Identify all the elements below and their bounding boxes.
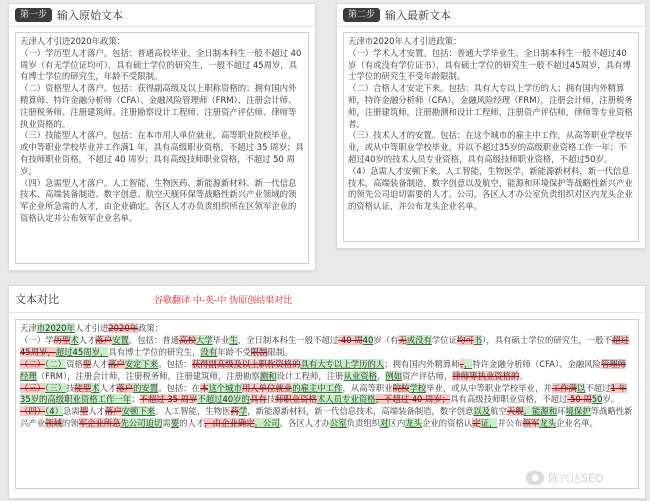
unchanged-text: 企业名单。 [556, 418, 598, 429]
unchanged-text: 人才 [78, 334, 96, 345]
inserted-text: 的安置 [133, 382, 159, 393]
inserted-text: （三） [45, 382, 67, 393]
unchanged-text: 具有博士学位的研究生， [108, 346, 201, 357]
unchanged-text: 不超过 [585, 382, 611, 393]
unchanged-text: 政策： [138, 323, 164, 333]
unchanged-text: 技 [266, 394, 276, 405]
deleted-text: 无 [398, 334, 407, 345]
deleted-text: 落户 [107, 358, 125, 369]
unchanged-text: 负责组织 [346, 418, 381, 429]
deleted-text: 、 [459, 358, 464, 369]
deleted-text: 型 [79, 406, 89, 417]
deleted-text: 工作满 [551, 382, 577, 393]
deleted-text: （四） [20, 406, 46, 417]
new-panel-title: 输入最新文本 [385, 9, 452, 22]
inserted-text: 40 [362, 334, 374, 345]
inserted-text: 经理 [20, 370, 37, 381]
unchanged-text: 人才引进 [74, 323, 109, 333]
inserted-text: 2020年 [45, 323, 75, 333]
original-text-input[interactable] [15, 32, 309, 264]
inserted-text: 书 [473, 334, 483, 345]
compare-result-area[interactable] [15, 319, 639, 489]
inserted-text: 以及 [473, 406, 491, 417]
step-two-badge: 第二步 [343, 8, 380, 22]
inserted-text: 具有大专以上学历的人 [300, 358, 385, 369]
unchanged-text: ， [377, 370, 386, 381]
deleted-text: 天舰 [506, 406, 524, 417]
original-text-panel [8, 3, 316, 271]
unchanged-text: ； [131, 394, 140, 405]
inserted-text: 没有 [200, 346, 218, 357]
inserted-text: 龙头 [539, 418, 556, 429]
deleted-text: 院校 [392, 382, 410, 393]
inserted-text: 要 [170, 418, 180, 429]
new-paragraph: （一）学术人才安置。包括：普通大学毕业生，全日制本科生一般不超过40岁（有或没有学位证书），具有硕士学位的研究生一般不超过45周岁，具有博士学位的研究生不受年龄限制。 [348, 47, 631, 82]
unchanged-text: 资格 [66, 358, 83, 369]
unchanged-text: 资产评估师 [402, 370, 445, 381]
deleted-text: 落户 [116, 382, 134, 393]
new-panel-header [337, 4, 645, 26]
compare-paragraph [20, 383, 634, 407]
deleted-text: 落户 [104, 406, 122, 417]
unchanged-text: （一）学 [20, 334, 54, 345]
inserted-text: 超过45周岁， [55, 346, 109, 357]
deleted-text: 能型 [74, 382, 92, 393]
compare-paragraph [20, 406, 634, 430]
inserted-text: 先公司迫切 [120, 418, 163, 429]
unchanged-text: ，注册勘察 [217, 370, 260, 381]
inserted-text: 35岁的高级职业资格工作一年 [20, 394, 132, 405]
unchanged-text: 。人工智能，生物医 [155, 406, 231, 417]
inserted-text: （4） [45, 406, 64, 417]
unchanged-text: 毕业，或从中等职业学校毕业 [426, 382, 536, 393]
inserted-text: 或没有 [406, 334, 432, 345]
new-paragraph: （三）技术人才的安置。包括：在这个城市的雇主中工作，从高等职业学校毕业，或从中等职业学校毕业，并以不超过35岁的高级职业资格工作一年；不超过40岁的技术人员专业资格，具有高级技师职业资格，不超过50岁。 [348, 130, 633, 164]
unchanged-text: 区内 [388, 418, 406, 429]
watermark-text: 陈兴达SEO [548, 472, 604, 485]
inserted-text: 安定下来 [124, 358, 159, 369]
unchanged-text: 天津 [20, 323, 37, 333]
inserted-text: 公室 [329, 418, 347, 429]
unchanged-text: 急需 [63, 406, 80, 417]
compare-paragraph [20, 359, 634, 383]
unchanged-text: 。 [519, 370, 528, 381]
unchanged-text: ，新能源新材料，新一代信息技术，高端装备制造，数字创意 [247, 406, 474, 417]
inserted-text: 从业资格 [343, 370, 378, 381]
inserted-text: 术人员专业资格 [316, 394, 376, 405]
unchanged-text: ，注册会计师 [67, 370, 118, 381]
unchanged-text: 人才 [99, 382, 117, 393]
inserted-text: （二） [45, 358, 67, 369]
unchanged-text: 年龄不受 [217, 346, 251, 357]
step-one-badge: 第一步 [15, 8, 52, 22]
deleted-text: 用人单位就业 [241, 382, 293, 393]
deleted-text: 均可 [457, 334, 474, 345]
unchanged-text: 。包括： [158, 358, 192, 369]
inserted-text: ， [463, 358, 473, 369]
new-text-input[interactable] [343, 32, 639, 242]
compare-panel-header [9, 286, 645, 313]
unchanged-text: 金融风险 [567, 358, 601, 369]
deleted-text: 历型 [53, 334, 71, 345]
inserted-text: 以 [576, 382, 586, 393]
unchanged-text: 岁（有 [373, 334, 399, 345]
inserted-text: 证， [480, 418, 498, 429]
original-paragraph: （三）技能型人才落户。包括：在本市用人单位就业，高等职业院校毕业，或中等职业学校毕业并工作满1 年，具有高级职业资格，不超过 35 周岁；具有技师职业资格，不超过 40 周岁；具有高级技师职业资格，不超过 50 周岁。 [20, 130, 304, 176]
inserted-text: ，能源和 [523, 406, 558, 417]
inserted-text: 学 [238, 406, 248, 417]
unchanged-text: 人才 [88, 406, 105, 417]
inserted-text: 不超过40岁的 [197, 394, 250, 405]
deleted-text: 领军 [522, 418, 540, 429]
unchanged-text: ），具有硕士学位的研究生，一般不 [482, 334, 612, 345]
deleted-text: 管理师 [600, 358, 627, 369]
unchanged-text: 企业的资格认 [422, 418, 473, 429]
deleted-text: 药 [230, 406, 239, 417]
unchanged-text: 并公布 [497, 418, 523, 429]
deleted-text: 1 年 [610, 382, 627, 393]
inserted-text: 50 [591, 394, 603, 405]
inserted-text: 市 [36, 323, 46, 333]
wechat-icon: ● [526, 471, 544, 485]
unchanged-text: 的人才 [179, 418, 205, 429]
unchanged-text: 人才 [91, 358, 108, 369]
unchanged-text: （FRM） [36, 370, 68, 381]
compare-paragraph [20, 323, 634, 335]
inserted-text: 境保护 [565, 406, 591, 417]
deleted-text: 不超过 35 周岁 [139, 394, 198, 405]
inserted-text: 例如 [385, 370, 403, 381]
inserted-text: 龙头 [405, 418, 422, 429]
unchanged-text: 毕业 [212, 334, 230, 345]
compare-panel-title: 文本对比 [15, 293, 59, 306]
inserted-text: 术 [91, 382, 100, 393]
deleted-text: 型 [82, 358, 92, 369]
unchanged-text: ，全日制本科生一般不超过 [237, 334, 339, 345]
unchanged-text: ，注册税务师 [117, 370, 168, 381]
deleted-text: （二） [20, 358, 46, 369]
deleted-text: 律师等执业资格的 [452, 370, 520, 381]
deleted-text: 限制 [250, 346, 268, 357]
new-paragraph: （4）急需人才安顿下来。人工智能，生物医学，新能源新材料，新一代信息技术，高端装备制造，数字创意以及航空，能源和环境保护等战略性新兴产业的领先公司迫切需要的人才。公司。各区人才办公室负责组织对区内龙头企业的资格认证，并公布龙头企业名单。 [348, 165, 633, 212]
inserted-text: 安顿下来 [121, 406, 156, 417]
deleted-text: 领域 [45, 418, 62, 429]
unchanged-text: ；拥有国内外精算师 [384, 358, 460, 369]
inserted-text: 的雇主中工作 [292, 382, 343, 393]
unchanged-text: ， [444, 370, 453, 381]
original-paragraph: （二）资格型人才落户。包括：获得副高级及以上职称资格的；拥有国内外精算师、特许金融分析师（CFA）、金融风险管理师（FRM）、注册会计师、注册税务师、注册建筑师、注册勘察设计工程师、注册资产评估师、律师等执业资格的。 [20, 83, 297, 129]
original-paragraph: （四）急需型人才落户。人工智能、生物医药、新能源新材料、新一代信息技术、高端装备制造、数字创意、航空天舰环保等战略性新兴产业领域的领军企业所急需的人才，由企业确定。各区人才办负责组织所在区领军企业的资格认定并公布领军企业名单。 [20, 177, 297, 223]
unchanged-text: 限制。 [267, 346, 293, 357]
inserted-text: 测和 [259, 370, 277, 381]
deleted-text: 落户 [95, 334, 113, 345]
new-paragraph: 天津市2020年人才引进政策： [348, 36, 462, 46]
unchanged-text: 具有高级技师职业资格，不超过 [450, 394, 568, 405]
unchanged-text: ，注册 [318, 370, 344, 381]
unchanged-text: ，从高等职业 [342, 382, 393, 393]
deleted-text: 40 周 [338, 334, 363, 345]
compare-paragraph [20, 335, 634, 359]
unchanged-text: 技 [66, 382, 75, 393]
original-paragraph: 天津人才引进2020年政策： [20, 36, 126, 46]
deleted-text: 具有 [249, 394, 267, 405]
new-text-panel [336, 3, 646, 249]
deleted-text: ，不超过 40 周岁； [375, 394, 451, 405]
deleted-text: 本 [200, 382, 209, 393]
inserted-text: 生 [229, 334, 238, 345]
unchanged-text: 需 [162, 418, 171, 429]
deleted-text: ，由企业确定 [204, 418, 255, 429]
deleted-text: 定 [472, 418, 481, 429]
watermark [526, 470, 604, 486]
unchanged-text: 。各区人才办 [279, 418, 330, 429]
inserted-text: 学校 [409, 382, 427, 393]
compare-subtitle: 谷歌翻译 中-英-中 伪原创结果对比 [154, 296, 293, 306]
deleted-text: 师职业资格 [275, 394, 317, 405]
unchanged-text: 特许金融分析师 [472, 358, 531, 369]
inserted-text: 术 [70, 334, 79, 345]
deleted-text: 50 周 [567, 394, 592, 405]
deleted-text: 超过 45周岁， [20, 334, 629, 357]
deleted-text: 2020年 [108, 323, 139, 333]
unchanged-text: 航空 [490, 406, 507, 417]
deleted-text: 军企业所急 [78, 418, 121, 429]
unchanged-text: ，注册建筑师 [167, 370, 218, 381]
text-compare-panel [8, 285, 646, 499]
unchanged-text: ，并 [535, 382, 552, 393]
unchanged-text: 学位证 [431, 334, 458, 345]
unchanged-text: 。包括：普通 [128, 334, 180, 345]
inserted-text: 大学 [195, 334, 213, 345]
inserted-text: 这个城市 [208, 382, 242, 393]
unchanged-text: 的领 [61, 418, 79, 429]
inserted-text: 对 [380, 418, 389, 429]
original-paragraph: （一）学历型人才落户。包括：普通高校毕业，全日制本科生一般不超过 40 周岁（有无学位证均可），具有硕士学位的研究生，一般不超过 45周岁，具有博士学位的研究生，年龄不受限制。 [20, 47, 302, 82]
unchanged-text: 等战略性新兴产业 [20, 406, 633, 429]
unchanged-text: （CFA）、 [530, 358, 568, 369]
deleted-text: 高校 [179, 334, 196, 345]
inserted-text: 。公司 [254, 418, 280, 429]
original-panel-title: 输入原始文本 [57, 9, 124, 22]
original-panel-header [9, 4, 315, 26]
unchanged-text: 岁。 [602, 394, 620, 405]
unchanged-text: 环 [557, 406, 566, 417]
deleted-text: 获得副高级及以上职称资格的 [191, 358, 301, 369]
inserted-text: 安置 [112, 334, 129, 345]
deleted-text: （三） [20, 382, 46, 393]
new-paragraph: （二）合格人才安定下来。包括：具有大专以上学历的人；拥有国内外精算师，特许金融分析师（CFA），金融风险经理（FRM），注册会计师，注册税务师，注册建筑师，注册勘测和设计工程师，注册资产评估师，律师等专业资格者。 [348, 83, 633, 129]
unchanged-text: 设计工程师 [276, 370, 319, 381]
unchanged-text: 。包括：在 [158, 382, 201, 393]
